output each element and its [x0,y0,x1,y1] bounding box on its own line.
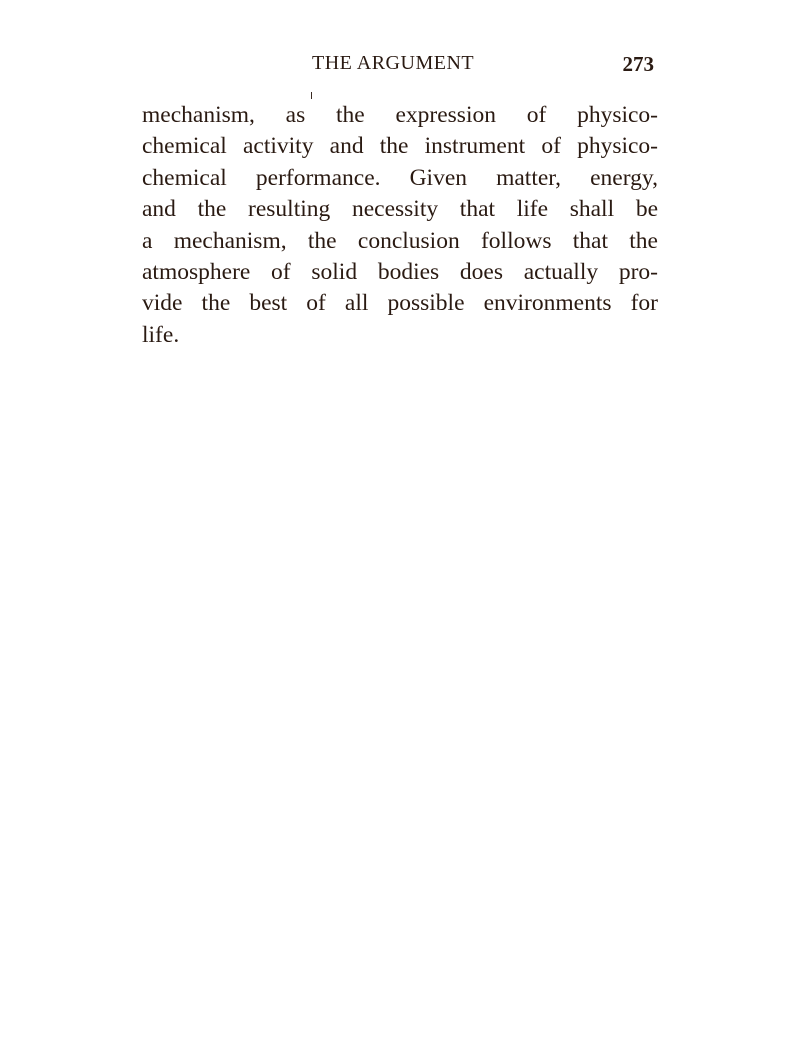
text-line: vide the best of all possible environments for [142,290,658,317]
text-line: life. [142,321,180,348]
text-line: chemical activity and the instrument of physico- [142,133,658,160]
text-line: atmosphere of solid bodies does actually pro- [142,258,658,285]
text-line: mechanism, as the expression of physico- [142,102,658,128]
text-line: and the resulting necessity that life shall be [142,196,658,223]
running-title: THE ARGUMENT [312,52,475,74]
print-speck [311,92,312,99]
body-paragraph [142,100,658,351]
running-head [140,52,660,82]
page-number: 273 [622,52,654,76]
text-line: a mechanism, the conclusion follows that the [142,227,658,254]
text-line: chemical performance. Given matter, energy, [142,164,658,191]
